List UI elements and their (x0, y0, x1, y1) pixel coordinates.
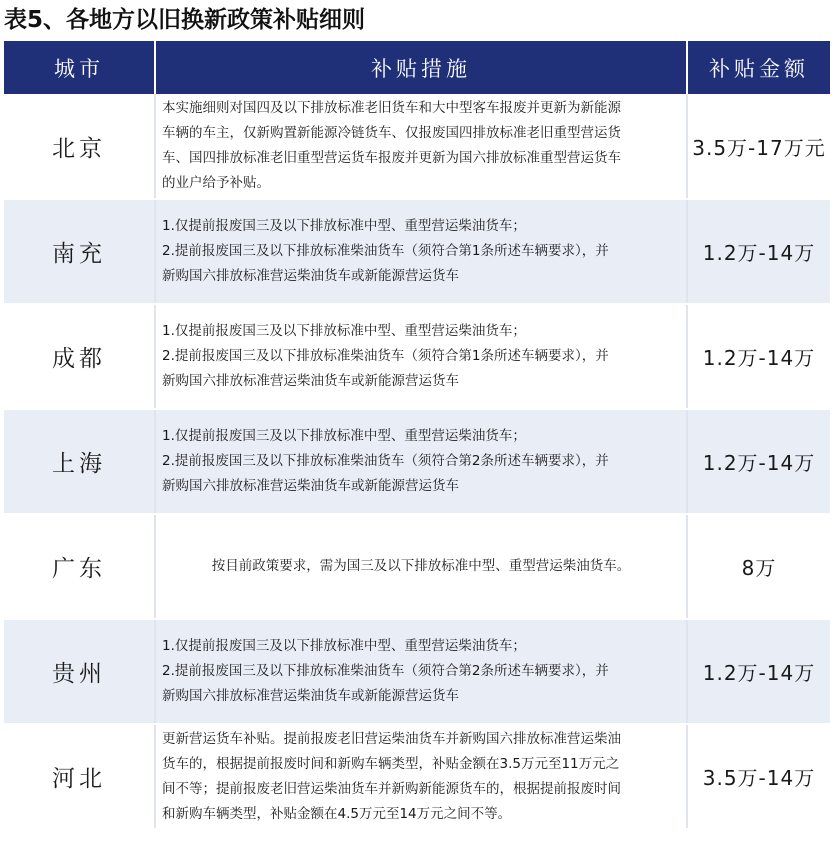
city-cell: 上海 (4, 409, 155, 514)
header-row (4, 41, 830, 94)
measure-line: 2.提前报废国三及以下排放标准柴油货车（须符合第2条所述车辆要求），并 (162, 453, 609, 469)
measure-cell (155, 409, 687, 514)
measure-line: 1.仅提前报废国三及以下排放标准中型、重型营运柴油货车； (162, 323, 526, 339)
subsidy-table (4, 41, 830, 830)
measure-line: 车、国四排放标准老旧重型营运货车报废并更新为国六排放标准重型营运货车 (162, 150, 621, 166)
city-cell: 北京 (4, 94, 155, 199)
table-title: 表5、各地方以旧换新政策补贴细则 (4, 7, 366, 33)
measure-line: 货车的，根据提前报废时间和新购车辆类型，补贴金额在3.5万元至11万元之 (162, 755, 620, 772)
measure-line: 本实施细则对国四及以下排放标准老旧货车和大中型客车报废并更新为新能源 (162, 100, 621, 116)
table-row (4, 409, 830, 514)
measure-cell (155, 619, 687, 724)
measure-line: 和新购车辆类型，补贴金额在4.5万元至14万元之间不等。 (162, 805, 512, 822)
table-row (4, 619, 830, 724)
header-amount: 补贴金额 (687, 41, 830, 94)
measure-line: 2.提前报废国三及以下排放标准柴油货车（须符合第1条所述车辆要求），并 (162, 243, 609, 259)
table-row (4, 304, 830, 409)
amount-cell: 3.5万-14万 (687, 724, 830, 829)
amount-cell: 1.2万-14万 (687, 304, 830, 409)
amount-cell: 1.2万-14万 (687, 409, 830, 514)
measure-line: 的业户给予补贴。 (162, 175, 270, 191)
amount-cell: 3.5万-17万元 (687, 94, 830, 199)
amount-cell: 8万 (687, 514, 830, 619)
measure-line: 1.仅提前报废国三及以下排放标准中型、重型营运柴油货车； (162, 428, 526, 444)
city-cell: 河北 (4, 724, 155, 829)
table-row (4, 199, 830, 304)
city-cell: 贵州 (4, 619, 155, 724)
city-cell: 成都 (4, 304, 155, 409)
measure-line: 按目前政策要求，需为国三及以下排放标准中型、重型营运柴油货车。 (211, 558, 631, 574)
measure-line: 间不等；提前报废老旧营运柴油货车并新购新能源货车的，根据提前报废时间 (162, 780, 621, 797)
city-cell: 广东 (4, 514, 155, 619)
amount-cell: 1.2万-14万 (687, 199, 830, 304)
header-city: 城市 (4, 41, 155, 94)
table-row (4, 94, 830, 199)
table-row (4, 724, 830, 829)
measure-line: 2.提前报废国三及以下排放标准柴油货车（须符合第1条所述车辆要求），并 (162, 348, 609, 364)
measure-line: 2.提前报废国三及以下排放标准柴油货车（须符合第2条所述车辆要求），并 (162, 663, 609, 679)
measure-cell (155, 304, 687, 409)
measure-cell (155, 514, 687, 619)
measure-line: 新购国六排放标准营运柴油货车或新能源营运货车 (162, 478, 459, 494)
table-row (4, 514, 830, 619)
measure-line: 新购国六排放标准营运柴油货车或新能源营运货车 (162, 688, 459, 704)
measure-line: 1.仅提前报废国三及以下排放标准中型、重型营运柴油货车； (162, 638, 526, 654)
measure-cell (155, 94, 687, 199)
measure-line: 更新营运货车补贴。提前报废老旧营运柴油货车并新购国六排放标准营运柴油 (162, 730, 621, 747)
measure-line: 车辆的车主，仅新购置新能源冷链货车、仅报废国四排放标准老旧重型营运货 (162, 125, 621, 141)
measure-cell (155, 724, 687, 829)
measure-line: 新购国六排放标准营运柴油货车或新能源营运货车 (162, 373, 459, 389)
city-cell: 南充 (4, 199, 155, 304)
measure-line: 新购国六排放标准营运柴油货车或新能源营运货车 (162, 268, 459, 284)
measure-cell (155, 199, 687, 304)
amount-cell: 1.2万-14万 (687, 619, 830, 724)
header-measure: 补贴措施 (155, 41, 687, 94)
measure-line: 1.仅提前报废国三及以下排放标准中型、重型营运柴油货车； (162, 218, 526, 234)
